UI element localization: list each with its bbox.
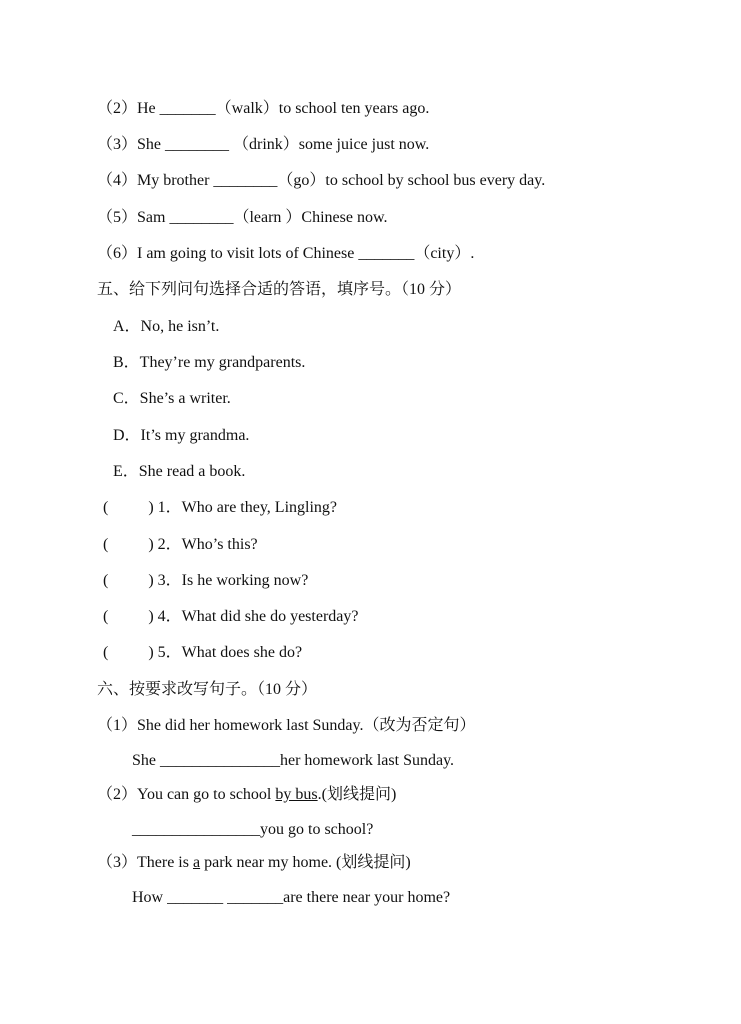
matching-question-2: ( ) 2．Who’s this? — [103, 536, 258, 553]
matching-question-4: ( ) 4．What did she do yesterday? — [103, 608, 359, 625]
exercise-item-2: （2）He _______（walk）to school ten years ago. — [97, 100, 430, 117]
answer-option-c: C．She’s a writer. — [113, 390, 231, 407]
section-five-title: 五、给下列问句选择合适的答语，填序号。（10 分） — [97, 281, 462, 298]
answer-option-b: B．They’re my grandparents. — [113, 354, 306, 371]
matching-question-5: ( ) 5．What does she do? — [103, 644, 303, 661]
underlined-phrase: a — [192, 854, 201, 871]
underlined-phrase: by bus — [275, 786, 318, 803]
exercise-item-6: （6）I am going to visit lots of Chinese _______（city）. — [97, 245, 475, 262]
exercise-item-3: （3）She ________ （drink）some juice just now. — [97, 136, 430, 153]
rewrite-answer-3: How _______ _______are there near your home? — [132, 889, 451, 906]
prompt-text: .(划线提问) — [317, 786, 397, 803]
rewrite-prompt-2 — [97, 785, 396, 805]
section-six-title: 六、按要求改写句子。（10 分） — [97, 681, 318, 698]
rewrite-prompt-1: （1）She did her homework last Sunday.（改为否定句） — [97, 717, 476, 734]
rewrite-answer-1: She _______________her homework last Sunday. — [132, 752, 455, 769]
matching-question-3: ( ) 3．Is he working now? — [103, 572, 309, 589]
answer-option-d: D．It’s my grandma. — [113, 427, 250, 444]
answer-option-a: A．No, he isn’t. — [113, 318, 220, 335]
prompt-text: （3）There is — [97, 854, 193, 871]
prompt-text: park near my home. (划线提问) — [200, 854, 411, 871]
exercise-item-5: （5）Sam ________（learn ）Chinese now. — [97, 209, 388, 226]
answer-option-e: E．She read a book. — [113, 463, 246, 480]
rewrite-answer-2: ________________you go to school? — [132, 821, 374, 838]
matching-question-1: ( ) 1．Who are they, Lingling? — [103, 499, 338, 516]
prompt-text: （2）You can go to school — [97, 786, 276, 803]
exercise-item-4: （4）My brother ________（go）to school by school bus every day. — [97, 172, 546, 189]
rewrite-prompt-3 — [97, 853, 411, 873]
